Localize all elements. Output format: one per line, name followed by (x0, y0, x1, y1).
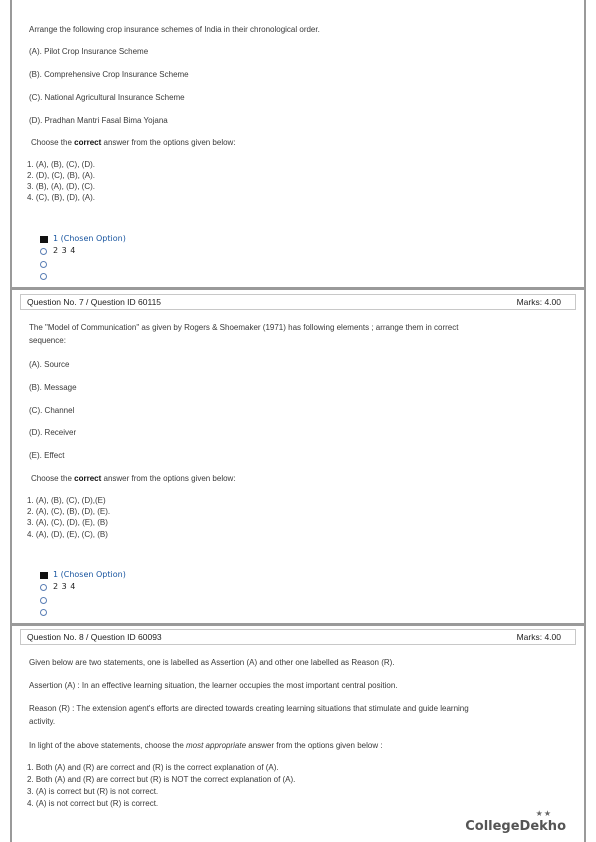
list-item: (A). Source (29, 360, 70, 369)
chosen-option-label: 1 (Chosen Option) (53, 570, 126, 579)
radio-labels: 2 3 4 (53, 246, 76, 255)
section-divider (12, 623, 584, 626)
reason-text: Reason (R) : The extension agent's efforts are directed towards creating learning situations that stimulate and guide learning (29, 704, 469, 713)
answer-option: 4. (A) is not correct but (R) is correct. (27, 799, 159, 808)
star-icon: ★★ (535, 809, 552, 818)
instruction (29, 740, 529, 752)
answer-option: 3. (A), (C), (D), (E), (B) (27, 518, 108, 527)
instruction-post: answer from the options given below : (246, 741, 383, 750)
answer-option: 2. (D), (C), (B), (A). (27, 171, 95, 180)
answer-option: 3. (A) is correct but (R) is not correct. (27, 787, 159, 796)
answer-option: 2. Both (A) and (R) are correct but (R) is NOT the correct explanation of (A). (27, 775, 296, 784)
radio-option-4[interactable] (40, 609, 47, 616)
question-text-cont: sequence: (29, 336, 66, 345)
question-intro: Given below are two statements, one is labelled as Assertion (A) and other one labelled as Reason (R). (29, 658, 395, 667)
reason-text-cont: activity. (29, 717, 56, 726)
radio-option-3[interactable] (40, 261, 47, 268)
question-marks: Marks: 4.00 (516, 632, 561, 642)
question-text: The "Model of Communication" as given by Rogers & Shoemaker (1971) has following elements ; arrange them in correct (29, 323, 459, 332)
question-id: Question No. 8 / Question ID 60093 (27, 632, 162, 642)
list-item: (D). Pradhan Mantri Fasal Bima Yojana (29, 116, 168, 125)
list-item: (C). National Agricultural Insurance Scheme (29, 93, 185, 102)
chosen-option-label: 1 (Chosen Option) (53, 234, 126, 243)
answer-option: 4. (A), (D), (E), (C), (B) (27, 530, 108, 539)
section-divider (12, 287, 584, 290)
radio-option-2[interactable] (40, 248, 47, 255)
instruction-post: answer from the options given below: (101, 474, 236, 483)
instruction (31, 137, 531, 149)
list-item: (A). Pilot Crop Insurance Scheme (29, 47, 149, 56)
instruction-pre: Choose the (31, 474, 75, 483)
answer-option: 2. (A), (C), (B), (D), (E). (27, 507, 111, 516)
collegedekho-logo (465, 809, 566, 834)
radio-labels: 2 3 4 (53, 582, 76, 591)
instruction-pre: Choose the (31, 138, 75, 147)
instruction-bold: correct (74, 474, 102, 483)
chosen-option-marker (40, 572, 48, 579)
list-item: (C). Channel (29, 406, 75, 415)
answer-option: 1. (A), (B), (C), (D),(E) (27, 496, 106, 505)
instruction-emphasis: most appropriate (186, 741, 247, 750)
radio-option-3[interactable] (40, 597, 47, 604)
answer-option: 4. (C), (B), (D), (A). (27, 193, 95, 202)
answer-option: 3. (B), (A), (D), (C). (27, 182, 95, 191)
list-item: (D). Receiver (29, 428, 77, 437)
answer-option: 1. (A), (B), (C), (D). (27, 160, 95, 169)
question-text: Arrange the following crop insurance schemes of India in their chronological order. (29, 25, 320, 34)
question-id: Question No. 7 / Question ID 60115 (27, 297, 162, 307)
chosen-option-marker (40, 236, 48, 243)
logo-text: CollegeDekho (465, 819, 566, 834)
question-marks: Marks: 4.00 (516, 297, 561, 307)
answer-option: 1. Both (A) and (R) are correct and (R) is the correct explanation of (A). (27, 763, 279, 772)
question-header (20, 629, 576, 645)
list-item: (B). Message (29, 383, 77, 392)
list-item: (E). Effect (29, 451, 65, 460)
question-header (20, 294, 576, 310)
assertion-text: Assertion (A) : In an effective learning situation, the learner occupies the most important central position. (29, 681, 398, 690)
list-item: (B). Comprehensive Crop Insurance Scheme (29, 70, 189, 79)
exam-response-sheet (10, 0, 586, 842)
radio-option-2[interactable] (40, 584, 47, 591)
instruction (31, 473, 531, 485)
radio-option-4[interactable] (40, 273, 47, 280)
instruction-post: answer from the options given below: (101, 138, 236, 147)
instruction-pre: In light of the above statements, choose the (29, 741, 186, 750)
instruction-bold: correct (74, 138, 102, 147)
